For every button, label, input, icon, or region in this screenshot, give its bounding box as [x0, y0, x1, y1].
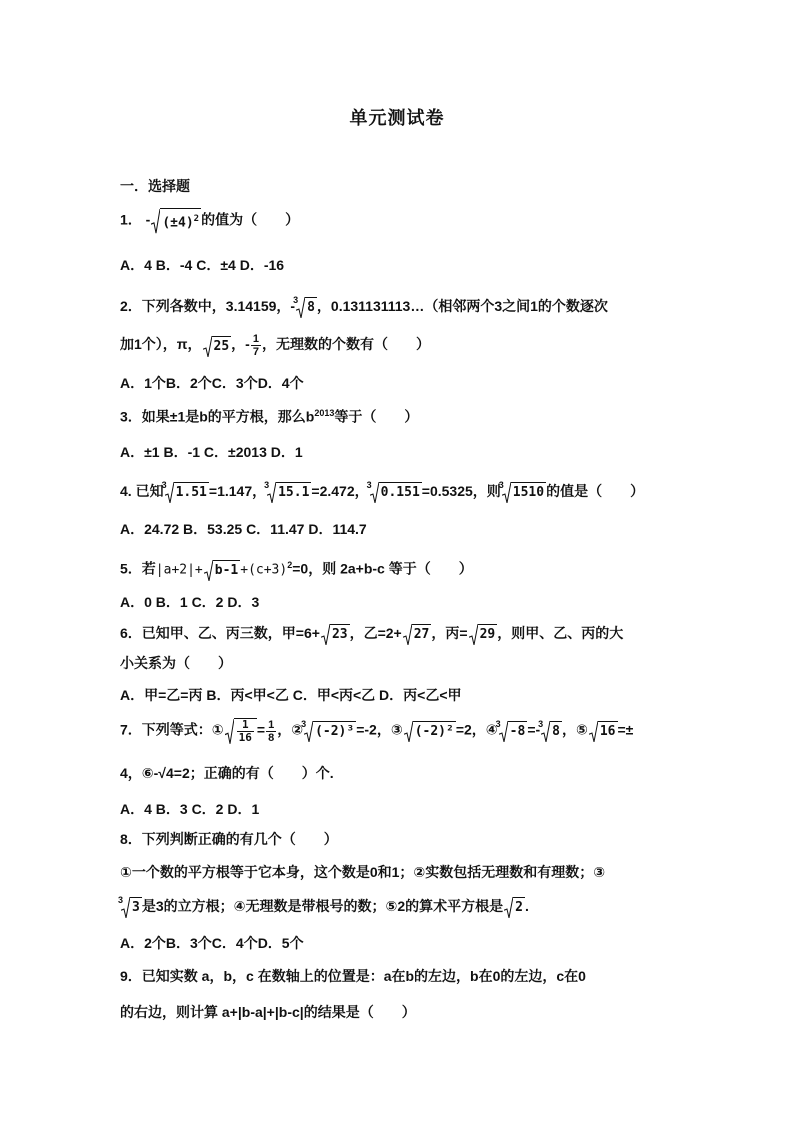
q1-stem: 的值为（ ） — [201, 211, 300, 228]
q4-options: A．24.72 B．53.25 C．11.47 D．114.7 — [120, 521, 367, 537]
q7-text-e: =- — [527, 721, 541, 738]
q1-exponent: 2 — [193, 214, 200, 224]
root-index: 3 — [293, 295, 299, 306]
question-8-line-2 — [120, 896, 680, 918]
cbrt-symbol: 3 8 — [541, 720, 562, 742]
q7-text-a: 7．下列等式：① — [120, 721, 224, 738]
q1-prefix: 1． - — [120, 211, 151, 228]
sqrt-symbol — [589, 720, 618, 742]
question-6-line-1 — [120, 623, 680, 645]
q4-value-3: =0.5325，则 — [421, 483, 501, 499]
denominator: 16 — [238, 731, 252, 744]
cbrt-symbol: 3 15.1 — [267, 481, 311, 503]
q5-options: A．0 B．1 C．2 D．3 — [120, 594, 260, 610]
numerator: 1 — [252, 333, 259, 345]
q7-text-c: =-2，③ — [356, 721, 403, 738]
q2-text-c: 加1个），π， — [120, 336, 202, 353]
q3-options: A．±1 B．-1 C．±2013 D．1 — [120, 444, 303, 460]
q4-radicand-2: 15.1 — [276, 482, 311, 503]
q2-radicand-2: 25 — [212, 336, 232, 357]
q3-exponent: 2013 — [314, 408, 335, 418]
q6-text-b: ，乙=2+ — [349, 625, 402, 641]
q6-text-a: 6．已知甲、乙、丙三数，甲=6+ — [120, 625, 320, 641]
question-5 — [120, 555, 680, 581]
q7-text-b: ，② — [277, 721, 304, 738]
q8-text-a: 是3的立方根；④无理数是带根号的数；⑤2的算术平方根是 — [141, 898, 504, 914]
q8-text-b: . — [524, 898, 529, 914]
q4-stem-end: 的值是（ ） — [546, 483, 645, 499]
denominator: 7 — [252, 346, 259, 358]
q4-radicand-1: 1.51 — [174, 482, 209, 503]
q6-options: A．甲=乙=丙 B．丙<甲<乙 C．甲<丙<乙 D．丙<乙<甲 — [120, 687, 462, 703]
q1-options: A．4 B．-4 C．±4 D．-16 — [120, 257, 285, 273]
fraction — [266, 719, 276, 744]
q5-radicand: b-1 — [213, 560, 240, 581]
sqrt-symbol — [469, 623, 498, 645]
sqrt-symbol — [204, 559, 240, 581]
question-8-line-1: ①一个数的平方根等于它本身，这个数是0和1；②实数包括无理数和有理数；③ — [120, 864, 606, 880]
cbrt-symbol: 3 3 — [121, 896, 142, 918]
q1-radicand: (±4) — [162, 215, 194, 231]
q6-radicand-2: 27 — [412, 624, 432, 645]
page-title: 单元测试卷 — [349, 108, 445, 128]
q6-text-d: ，则甲、乙、丙的大 — [497, 625, 624, 641]
question-8-stem: 8．下列判断正确的有几个（ ） — [120, 831, 338, 847]
q4-text-a: 4. 已知 — [120, 483, 164, 499]
q8-radicand: 3 — [130, 897, 142, 918]
q2-text-d: ，无理数的个数有（ ） — [261, 336, 430, 353]
q8-options: A．2个B．3个C．4个D．5个 — [120, 935, 304, 951]
denominator: 8 — [268, 731, 275, 744]
q4-radicand-4: 1510 — [511, 482, 546, 503]
question-9-line-1: 9．已知实数 a，b，c 在数轴上的位置是：a在b的左边，b在0的左边，c在0 — [120, 968, 586, 984]
q7-radicand-3: (-2)² — [413, 721, 456, 742]
q3-stem-end: 等于（ ） — [334, 408, 419, 425]
question-6-line-2: 小关系为（ ） — [120, 655, 232, 671]
sqrt-symbol — [151, 208, 201, 233]
numerator: 1 — [237, 719, 254, 732]
cbrt-symbol: 3 1510 — [502, 481, 546, 503]
q7-radicand-5: 8 — [550, 721, 562, 742]
cbrt-symbol: 3 (-2)³ — [304, 720, 356, 742]
q8-radicand-2: 2 — [513, 897, 525, 918]
q2-text-b: ，0.131131113…（相邻两个3之间1的个数逐次 — [316, 298, 608, 314]
sqrt-symbol — [404, 720, 456, 742]
q6-text-c: ，丙= — [431, 625, 468, 641]
sqrt-symbol — [203, 335, 232, 357]
q7-text-f: ，⑤ — [561, 721, 588, 738]
question-1 — [120, 208, 680, 233]
q5-exponent: 2 — [287, 560, 293, 570]
question-9-line-2: 的右边，则计算 a+|b-a|+|b-c|的结果是（ ） — [120, 1004, 416, 1020]
sqrt-symbol — [403, 623, 432, 645]
sqrt-symbol — [321, 623, 350, 645]
q7-radicand-4: -8 — [508, 721, 528, 742]
q7-text-g: =± — [617, 721, 634, 738]
q5-text-a: 5．若 — [120, 560, 156, 577]
question-7-line-1 — [120, 718, 680, 744]
question-3 — [120, 403, 680, 427]
q5-expr-2: +(c+3) — [240, 562, 288, 578]
q5-stem-end: =0，则 2a+b-c 等于（ ） — [292, 560, 473, 577]
q7-radicand-6: 16 — [598, 721, 618, 742]
q3-stem: 3．如果±1是b的平方根，那么b — [120, 408, 315, 425]
q6-radicand-3: 29 — [478, 624, 498, 645]
q2-text-a: 2．下列各数中，3.14159， — [120, 298, 291, 314]
cbrt-symbol — [293, 295, 317, 318]
q5-expr-1: |a+2|+ — [155, 562, 203, 578]
question-4 — [120, 481, 680, 503]
q7-eq: = — [256, 721, 266, 738]
section-heading: 一．选择题 — [120, 178, 190, 194]
question-7-line-2: 4，⑥-√4=2；正确的有（ ）个. — [120, 765, 334, 781]
q2-radicand: 8 — [305, 297, 317, 318]
cbrt-symbol: 3 0.151 — [370, 481, 422, 503]
q7-text-d: =2，④ — [455, 721, 498, 738]
numerator: 1 — [268, 718, 275, 731]
q7-radicand-2: (-2)³ — [313, 721, 356, 742]
q2-options: A．1个B．2个C．3个D．4个 — [120, 375, 304, 391]
cbrt-symbol: 3 1.51 — [165, 481, 209, 503]
fraction — [237, 719, 254, 744]
cbrt-symbol: 3 -8 — [499, 720, 528, 742]
q4-value-2: =2.472， — [311, 483, 369, 499]
fraction — [251, 333, 261, 358]
q4-value-1: =1.147， — [208, 483, 267, 499]
q7-options: A．4 B．3 C．2 D．1 — [120, 801, 260, 817]
sqrt-symbol — [225, 718, 257, 744]
sqrt-symbol — [504, 896, 525, 918]
q6-radicand-1: 23 — [330, 624, 350, 645]
q4-radicand-3: 0.151 — [379, 482, 422, 503]
question-2-line-1: 2．下列各数中，3.14159，- 3 8 ，0.131131113…（相邻两个3之间1的个数逐次 — [120, 296, 680, 318]
question-2-line-2: 加1个），π， 25 ，- $\frac{1}{7}$ ，无理数的个数有（ ） — [120, 333, 430, 358]
